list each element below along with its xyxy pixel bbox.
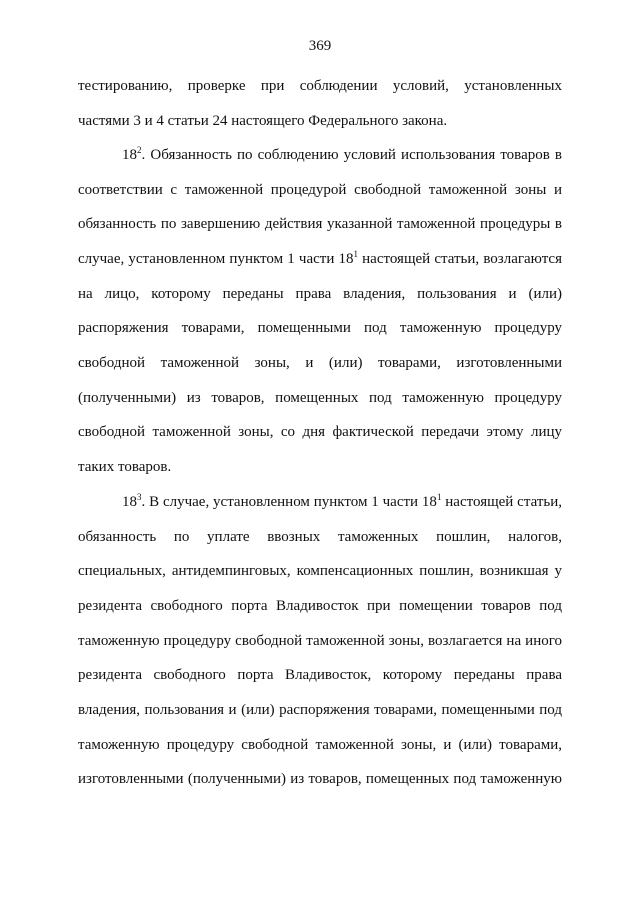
paragraph-18-2-line-4: случае, установленном пунктом 1 части $18^1$ настоящей статьи, возлагаются bbox=[78, 249, 562, 267]
paragraph-18-2-line-1: $18^2$. Обязанность по соблюдению условий использования товаров в bbox=[122, 145, 562, 163]
paragraph-18-2-line-10: таких товаров. bbox=[78, 459, 172, 475]
paragraph-18-3-line-1: $18^3$. В случае, установленном пунктом 1 части $18^1$ настоящей статьи, bbox=[122, 492, 563, 510]
paragraph-18-2-line-9: свободной таможенной зоны, со дня фактической передачи этому лицу bbox=[78, 424, 562, 440]
paragraph-18-2-line-8: (полученными) из товаров, помещенных под таможенную процедуру bbox=[78, 390, 562, 406]
paragraph-18-3-line-9: изготовленными (полученными) из товаров, помещенных под таможенную bbox=[78, 771, 562, 787]
paragraph-18-3-line-7: владения, пользования и (или) распоряжения товарами, помещенными под bbox=[78, 702, 562, 718]
paragraph-18-3-line-2: обязанность по уплате ввозных таможенных пошлин, налогов, bbox=[78, 529, 562, 545]
paragraph-1-line-1: тестированию, проверке при соблюдении условий, установленных bbox=[78, 78, 562, 94]
clause-number: $18^2$ bbox=[122, 145, 142, 163]
paragraph-18-2-line-5: на лицо, которому переданы права владения, пользования и (или) bbox=[78, 286, 562, 302]
paragraph-18-2-line-7: свободной таможенной зоны, и (или) товарами, изготовленными bbox=[78, 355, 562, 371]
paragraph-1-line-2: частями 3 и 4 статьи 24 настоящего Федерального закона. bbox=[78, 113, 448, 129]
paragraph-18-3-line-6: резидента свободного порта Владивосток, которому переданы права bbox=[78, 667, 562, 683]
page-number: 369 bbox=[308, 38, 332, 54]
paragraph-18-2-line-2: соответствии с таможенной процедурой свободной таможенной зоны и bbox=[78, 182, 562, 198]
clause-number: $18^3$ bbox=[122, 492, 142, 510]
paragraph-18-2-line-6: распоряжения товарами, помещенными под таможенную процедуру bbox=[78, 320, 562, 336]
paragraph-18-3-line-3: специальных, антидемпинговых, компенсационных пошлин, возникшая у bbox=[78, 563, 562, 579]
paragraph-18-2-line-3: обязанность по завершению действия указанной таможенной процедуры в bbox=[78, 216, 562, 232]
paragraph-18-3-line-8: таможенную процедуру свободной таможенной зоны, и (или) товарами, bbox=[78, 737, 562, 753]
paragraph-18-3-line-4: резидента свободного порта Владивосток при помещении товаров под bbox=[78, 598, 562, 614]
paragraph-18-3-line-5: таможенную процедуру свободной таможенной зоны, возлагается на иного bbox=[78, 633, 562, 649]
